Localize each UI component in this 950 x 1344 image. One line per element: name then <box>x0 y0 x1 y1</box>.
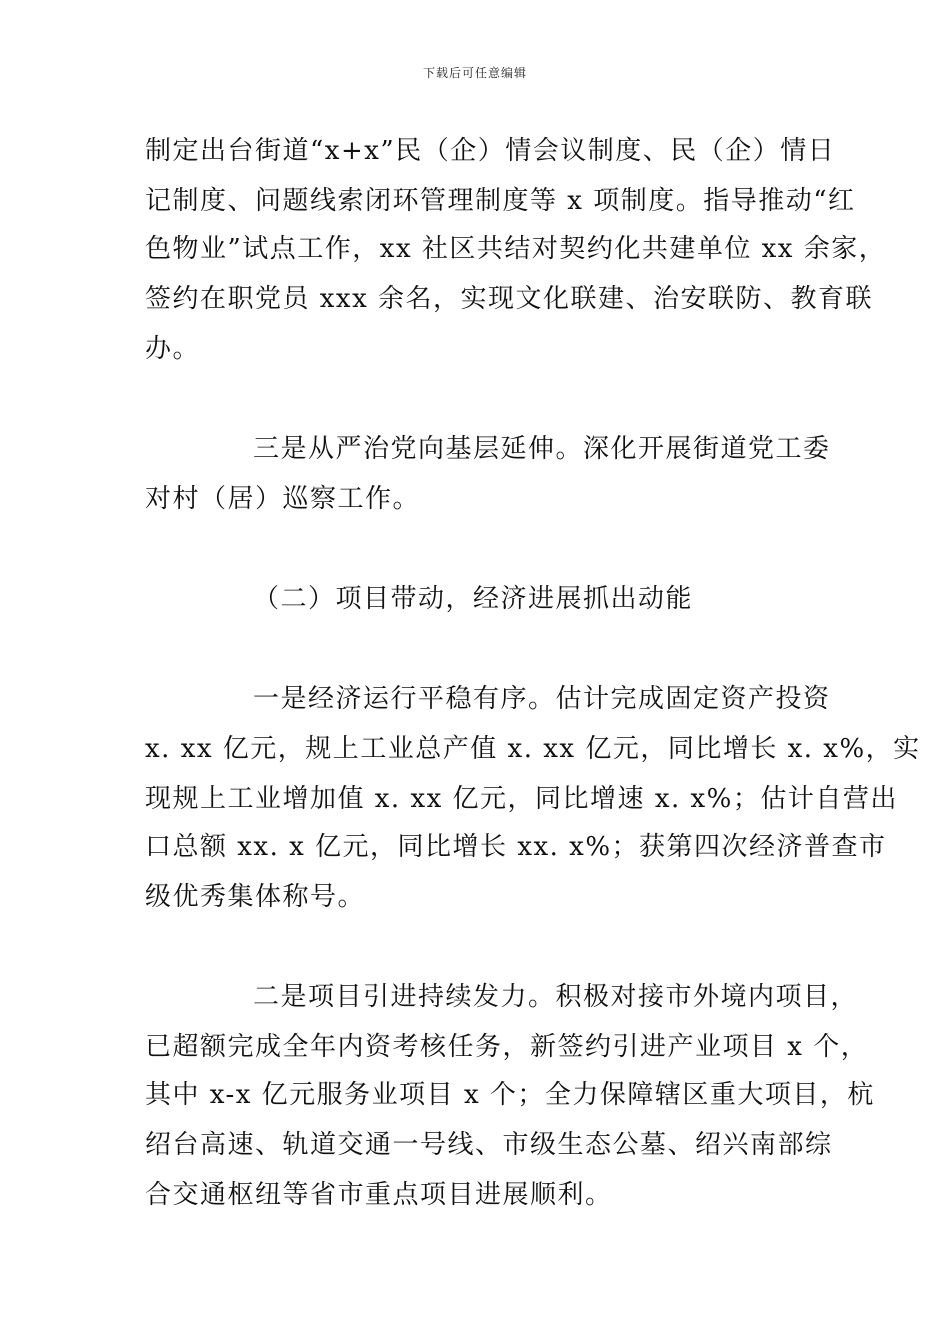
text-line: 口总额 xx. x 亿元，同比增长 xx. x%；获第四次经济普查市 <box>145 832 887 862</box>
page-header: 下载后可任意编辑 <box>422 66 527 80</box>
text-line: 合交通枢纽等省市重点项目进展顺利。 <box>145 1180 613 1210</box>
section-heading: （二）项目带动，经济进展抓出动能 <box>253 584 694 614</box>
text-line: 绍台高速、轨道交通一号线、市级生态公墓、绍兴南部综 <box>145 1130 833 1160</box>
text-line: 办。 <box>145 334 201 364</box>
text-line: x. xx 亿元，规上工业总产值 x. xx 亿元，同比增长 x. x%，实 <box>145 734 921 764</box>
text-line: 现规上工业增加值 x. xx 亿元，同比增速 x. x%；估计自营出 <box>145 784 898 814</box>
text-line: 其中 x-x 亿元服务业项目 x 个；全力保障辖区重大项目，杭 <box>145 1080 875 1110</box>
text-line: 对村（居）巡察工作。 <box>145 484 421 514</box>
text-line: 二是项目引进持续发力。积极对接市外境内项目， <box>253 982 859 1012</box>
text-line: 一是经济运行平稳有序。估计完成固定资产投资 <box>253 684 831 714</box>
text-line: 级优秀集体称号。 <box>145 882 366 912</box>
text-line: 色物业”试点工作，xx 社区共结对契约化共建单位 xx 余家， <box>145 234 887 264</box>
text-line: 记制度、问题线索闭环管理制度等 x 项制度。指导推动“红 <box>145 186 856 216</box>
text-line: 已超额完成全年内资考核任务，新签约引进产业项目 x 个， <box>145 1032 869 1062</box>
text-line: 签约在职党员 xxx 余名，实现文化联建、治安联防、教育联 <box>145 284 874 314</box>
text-line: 三是从严治党向基层延伸。深化开展街道党工委 <box>253 434 831 464</box>
text-line: 制定出台街道“x+x”民（企）情会议制度、民（企）情日 <box>145 136 836 166</box>
